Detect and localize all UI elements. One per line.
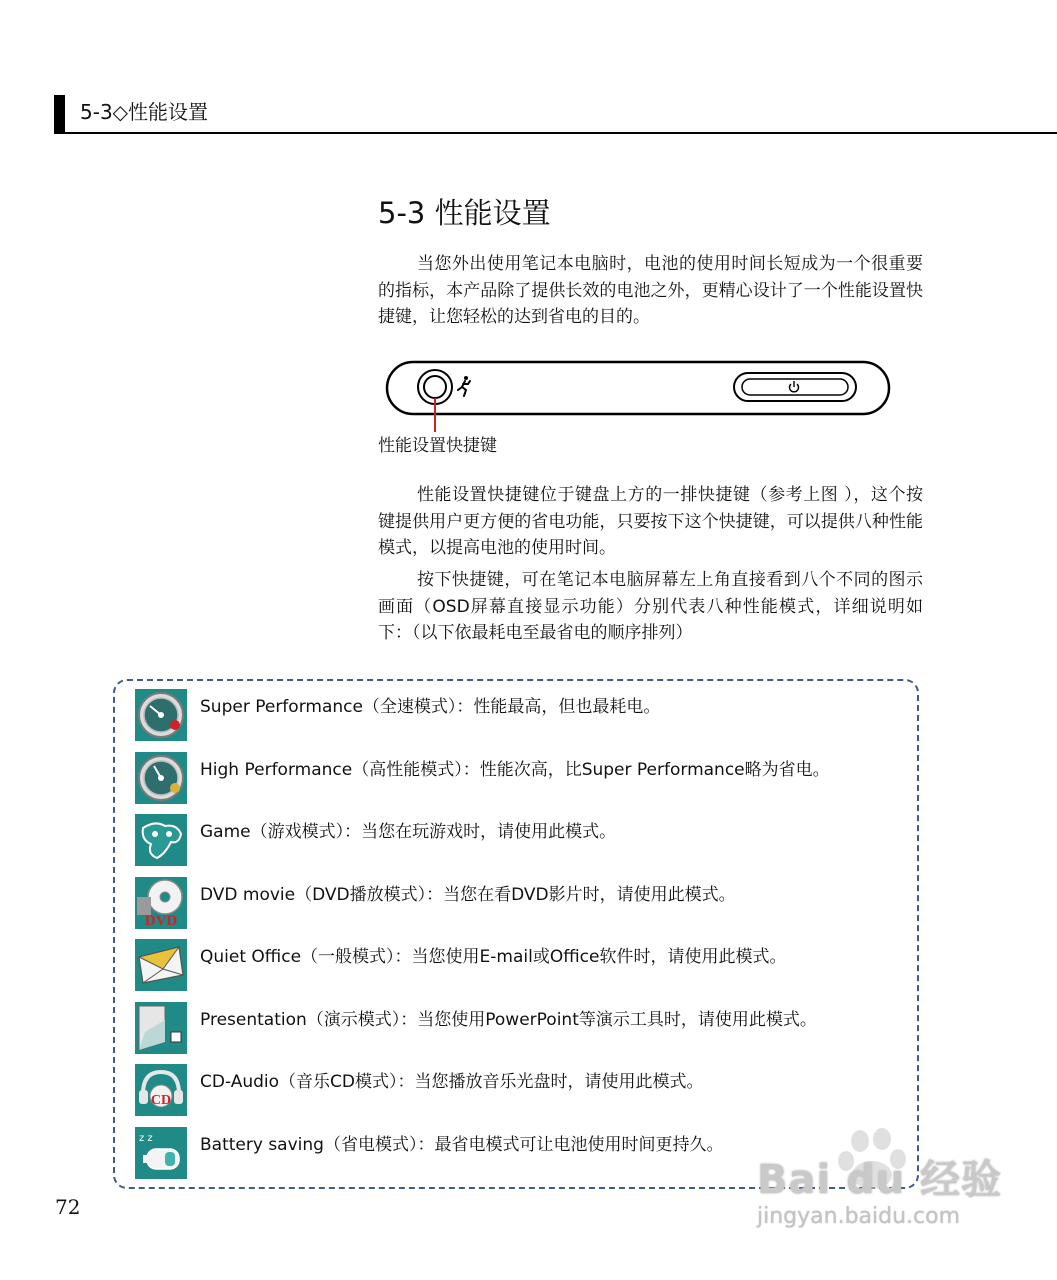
page-number: 72: [55, 1195, 81, 1219]
speedometer-icon: [135, 689, 187, 741]
mode-description: Battery saving（省电模式）：最省电模式可让电池使用时间更持久。: [200, 1135, 724, 1155]
keyboard-hotkey-diagram: [385, 360, 895, 440]
dvd-icon: [135, 877, 187, 929]
mode-description: High Performance（高性能模式）：性能次高，比Super Performance略为省电。: [200, 760, 830, 780]
header-bar: [54, 95, 65, 134]
mode-description: Quiet Office（一般模式）：当您使用E-mail或Office软件时，请使用此模式。: [200, 947, 787, 967]
svg-text:CD: CD: [150, 1093, 172, 1108]
intro-paragraph: 当您外出使用笔记本电脑时，电池的使用时间长短成为一个很重要的指标，本产品除了提供长效的电池之外，更精心设计了一个性能设置快捷键，让您轻松的达到省电的目的。: [378, 254, 923, 327]
speedometer-icon: [135, 752, 187, 804]
presentation-icon: [135, 1002, 187, 1054]
section-title: 5-3 性能设置: [378, 196, 551, 230]
gamepad-icon: [135, 814, 187, 866]
svg-text:z z: z z: [139, 1133, 153, 1144]
running-header: 5-3◇性能设置: [80, 100, 209, 124]
svg-text:DVD: DVD: [144, 913, 178, 929]
watermark-url: jingyan.baidu.com: [757, 1204, 961, 1229]
watermark-brand: Bai du 经验: [757, 1157, 1003, 1203]
hotkey-description-paragraph: 性能设置快捷键位于键盘上方的一排快捷键（参考上图 ），这个按键提供用户更方便的省电功能，只要按下这个快捷键，可以提供八种性能模式，以提高电池的使用时间。: [378, 485, 923, 558]
battery-icon: [135, 1127, 187, 1179]
header-rule: [54, 132, 1057, 134]
mode-description: Game（游戏模式）：当您在玩游戏时，请使用此模式。: [200, 822, 617, 842]
mode-description: Presentation（演示模式）：当您使用PowerPoint等演示工具时，请使用此模式。: [200, 1010, 817, 1030]
envelope-icon: [135, 939, 187, 991]
mode-description: DVD movie（DVD播放模式）：当您在看DVD影片时，请使用此模式。: [200, 885, 736, 905]
power-button-inner: [742, 379, 848, 395]
performance-button-inner: [424, 376, 446, 398]
mode-description: Super Performance（全速模式）：性能最高，但也最耗电。: [200, 697, 661, 717]
mode-description: CD-Audio（音乐CD模式）：当您播放音乐光盘时，请使用此模式。: [200, 1072, 704, 1092]
osd-description-paragraph: 按下快捷键，可在笔记本电脑屏幕左上角直接看到八个不同的图示画面（OSD屏幕直接显示功能）分别代表八种性能模式，详细说明如下：（以下依最耗电至最省电的顺序排列）: [378, 570, 923, 643]
performance-modes-box: [113, 679, 919, 1189]
hotkey-label: 性能设置快捷键: [378, 436, 497, 456]
cd-audio-icon: [135, 1064, 187, 1116]
